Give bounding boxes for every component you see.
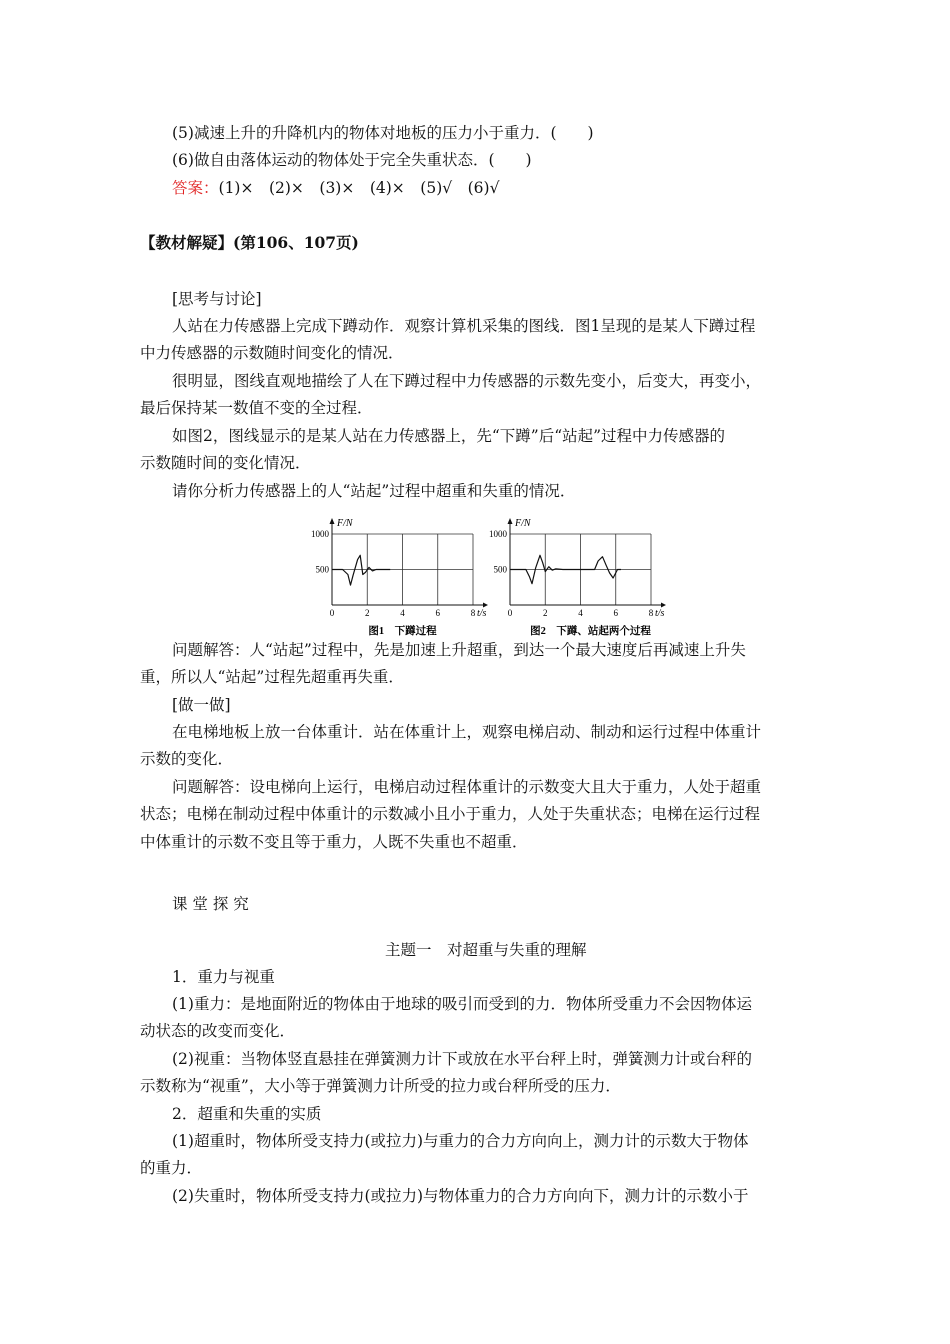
overweight-line-1: (1)超重时，物体所受支持力(或拉力)与重力的合力方向向上，测力计的示数大于物体 (172, 1132, 749, 1150)
x-axis-label: t/s (655, 608, 665, 619)
y-tick-label: 1000 (489, 529, 507, 539)
x-tick-label: 4 (400, 608, 405, 618)
x-tick-label: 8 (470, 608, 476, 618)
gravity-line-1: (1)重力：是地面附近的物体由于地球的吸引而受到的力．物体所受重力不会因物体运 (172, 995, 752, 1013)
answer-text: (1)× (2)× (3)× (4)× (5)√ (6)√ (218, 179, 500, 197)
topic-title: 主题一 对超重与失重的理解 (385, 941, 587, 959)
judgement-item-6: (6)做自由落体运动的物体处于完全失重状态．( ) (172, 151, 532, 169)
do-it-line-2: 示数的变化． (140, 750, 234, 768)
paragraph-1-line-2: 中力传感器的示数随时间变化的情况． (140, 344, 404, 362)
answer-2-line-2: 状态；电梯在制动过程中体重计的示数减小且小于重力，人处于失重状态；电梯在运行过程 (140, 805, 761, 823)
heading-pages: (第106、107页) (233, 233, 359, 252)
heading-gravity-apparent-weight: 1．重力与视重 (172, 968, 275, 986)
heading-essence: 2．超重和失重的实质 (172, 1105, 322, 1123)
think-discuss-title: [思考与讨论] (172, 290, 262, 308)
paragraph-3-line-2: 示数随时间的变化情况． (140, 454, 311, 472)
x-tick-label: 4 (578, 608, 583, 618)
apparent-weight-line-2: 示数称为“视重”，大小等于弹簧测力计所受的拉力或台秤所受的压力． (140, 1077, 621, 1095)
paragraph-1-line-1: 人站在力传感器上完成下蹲动作．观察计算机采集的图线．图1呈现的是某人下蹲过程 (172, 317, 756, 335)
paragraph-2-line-2: 最后保持某一数值不变的全过程． (140, 399, 373, 417)
chart-caption: 图1 下蹲过程 (368, 626, 437, 637)
answer-2-line-1: 问题解答：设电梯向上运行，电梯启动过程体重计的示数变大且大于重力，人处于超重 (172, 778, 762, 796)
textbook-heading (140, 233, 359, 253)
y-tick-label: 500 (493, 564, 507, 575)
answer-1-line-2: 重，所以人“站起”过程先超重再失重． (140, 668, 404, 686)
x-axis-arrow (483, 603, 488, 608)
x-axis-label: t/s (477, 608, 487, 619)
overweight-line-2: 的重力． (140, 1159, 203, 1177)
force-sensor-figure (310, 512, 680, 640)
weightless-line-1: (2)失重时，物体所受支持力(或拉力)与物体重力的合力方向向下，测力计的示数小于 (172, 1187, 749, 1205)
answer-2-line-3: 中体重计的示数不变且等于重力，人既不失重也不超重． (140, 833, 528, 851)
x-tick-label: 6 (435, 608, 440, 618)
paragraph-4: 请你分析力传感器上的人“站起”过程中超重和失重的情况． (172, 482, 576, 500)
answer-line (172, 178, 499, 198)
y-axis-arrow (330, 518, 335, 524)
y-tick-label: 500 (315, 564, 329, 575)
force-charts-svg (310, 512, 680, 640)
gravity-line-2: 动状态的改变而变化． (140, 1022, 296, 1040)
y-axis-label: F/N (515, 518, 531, 529)
series-line (332, 555, 390, 585)
chart-caption: 图2 下蹲、站起两个过程 (530, 626, 651, 637)
y-axis-arrow (508, 518, 513, 524)
x-axis-arrow (661, 603, 666, 608)
x-tick-label: 8 (648, 608, 654, 618)
x-tick-label: 0 (507, 608, 513, 618)
paragraph-3-line-1: 如图2，图线显示的是某人站在力传感器上，先“下蹲”后“站起”过程中力传感器的 (172, 427, 726, 445)
paragraph-2-line-1: 很明显，图线直观地描绘了人在下蹲过程中力传感器的示数先变小，后变大，再变小， (172, 372, 762, 390)
do-it-title: [做一做] (172, 696, 231, 714)
answer-label: 答案： (172, 179, 219, 197)
judgement-item-5: (5)减速上升的升降机内的物体对地板的压力小于重力．( ) (172, 124, 594, 142)
x-tick-label: 2 (543, 608, 548, 618)
classroom-section-title: 课 堂 探 究 (172, 895, 249, 913)
x-tick-label: 6 (613, 608, 618, 618)
answer-1-line-1: 问题解答：人“站起”过程中，先是加速上升超重，到达一个最大速度后再减速上升失 (172, 641, 746, 659)
y-tick-label: 1000 (311, 529, 329, 539)
x-tick-label: 2 (365, 608, 370, 618)
heading-bracket: 【教材解疑】 (140, 233, 234, 252)
y-axis-label: F/N (337, 518, 353, 529)
apparent-weight-line-1: (2)视重：当物体竖直悬挂在弹簧测力计下或放在水平台秤上时，弹簧测力计或台秤的 (172, 1050, 752, 1068)
x-tick-label: 0 (329, 608, 335, 618)
do-it-line-1: 在电梯地板上放一台体重计．站在体重计上，观察电梯启动、制动和运行过程中体重计 (172, 723, 762, 741)
